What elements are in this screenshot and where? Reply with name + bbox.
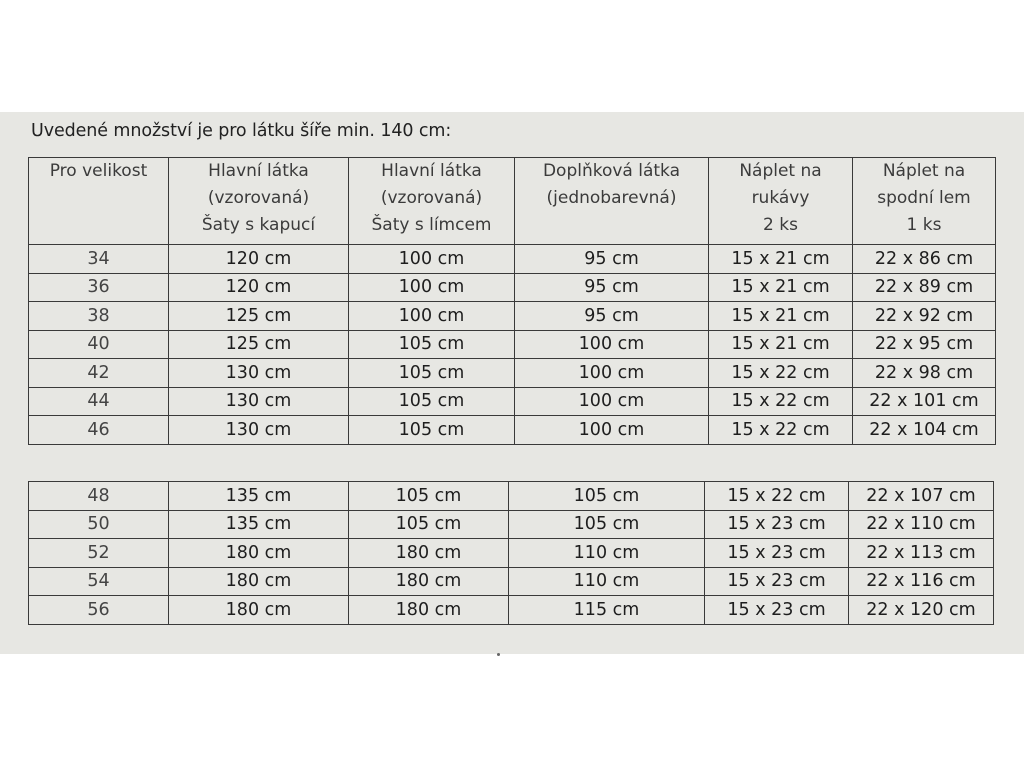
header-line: 2 ks: [763, 215, 798, 235]
accent-fabric-cell: 110 cm: [509, 539, 705, 568]
hem-band-cell: 22 x 86 cm: [853, 245, 996, 274]
main-fabric-hood-cell: 125 cm: [169, 330, 349, 359]
table-row: [29, 245, 996, 274]
size-cell: 34: [29, 245, 169, 274]
size-cell: 48: [29, 482, 169, 511]
main-fabric-collar-cell: 180 cm: [349, 596, 509, 625]
fabric-table-sizes-48-56: [28, 481, 994, 625]
header-line: Hlavní látka: [381, 161, 482, 181]
header-row: [29, 158, 996, 245]
sleeve-cuffs-cell: 15 x 22 cm: [709, 359, 853, 388]
main-fabric-hood-cell: 120 cm: [169, 273, 349, 302]
main-fabric-hood-cell: 120 cm: [169, 245, 349, 274]
hem-band-cell: 22 x 120 cm: [849, 596, 994, 625]
header-line: Hlavní látka: [208, 161, 309, 181]
header-main-fabric-hood: [169, 158, 349, 245]
header-hem-band: [853, 158, 996, 245]
header-line: (vzorovaná): [380, 188, 483, 208]
header-line: Šaty s kapucí: [201, 215, 316, 235]
main-fabric-collar-cell: 105 cm: [349, 482, 509, 511]
accent-fabric-cell: 105 cm: [509, 510, 705, 539]
main-fabric-hood-cell: 130 cm: [169, 416, 349, 445]
sleeve-cuffs-cell: 15 x 22 cm: [709, 416, 853, 445]
header-line: (vzorovaná): [207, 188, 310, 208]
header-line: rukávy: [751, 188, 810, 208]
header-line: spodní lem: [877, 188, 971, 208]
table-row: [29, 387, 996, 416]
sleeve-cuffs-cell: 15 x 23 cm: [705, 539, 849, 568]
fabric-table-body-top: [29, 245, 996, 445]
fabric-table-sizes-34-46: [28, 157, 996, 445]
accent-fabric-cell: 110 cm: [509, 567, 705, 596]
sleeve-cuffs-cell: 15 x 21 cm: [709, 330, 853, 359]
sleeve-cuffs-cell: 15 x 21 cm: [709, 302, 853, 331]
header-line: Náplet na: [882, 161, 966, 181]
header-line: Šaty s límcem: [371, 215, 492, 235]
main-fabric-collar-cell: 100 cm: [349, 245, 515, 274]
sleeve-cuffs-cell: 15 x 22 cm: [705, 482, 849, 511]
accent-fabric-cell: 95 cm: [515, 273, 709, 302]
header-sleeve-cuffs: [709, 158, 853, 245]
size-cell: 54: [29, 567, 169, 596]
sleeve-cuffs-cell: 15 x 23 cm: [705, 596, 849, 625]
main-fabric-collar-cell: 105 cm: [349, 330, 515, 359]
accent-fabric-cell: 100 cm: [515, 416, 709, 445]
fabric-width-caption: Uvedené množství je pro látku šíře min. 140 cm:: [31, 121, 452, 141]
main-fabric-collar-cell: 100 cm: [349, 302, 515, 331]
table-row: [29, 539, 994, 568]
header-line: Náplet na: [739, 161, 822, 181]
main-fabric-hood-cell: 180 cm: [169, 596, 349, 625]
main-fabric-collar-cell: 180 cm: [349, 539, 509, 568]
header-line: 1 ks: [906, 215, 942, 235]
sleeve-cuffs-cell: 15 x 23 cm: [705, 510, 849, 539]
sleeve-cuffs-cell: 15 x 21 cm: [709, 273, 853, 302]
accent-fabric-cell: 95 cm: [515, 245, 709, 274]
size-cell: 50: [29, 510, 169, 539]
header-accent-fabric: [515, 158, 709, 245]
hem-band-cell: 22 x 98 cm: [853, 359, 996, 388]
hem-band-cell: 22 x 116 cm: [849, 567, 994, 596]
sleeve-cuffs-cell: 15 x 23 cm: [705, 567, 849, 596]
hem-band-cell: 22 x 101 cm: [853, 387, 996, 416]
sleeve-cuffs-cell: 15 x 21 cm: [709, 245, 853, 274]
table-row: [29, 567, 994, 596]
hem-band-cell: 22 x 89 cm: [853, 273, 996, 302]
header-line: Doplňková látka: [542, 161, 681, 181]
header-size: [29, 158, 169, 245]
hem-band-cell: 22 x 92 cm: [853, 302, 996, 331]
table-row: [29, 330, 996, 359]
size-cell: 40: [29, 330, 169, 359]
header-line: (jednobarevná): [546, 188, 677, 208]
header-main-fabric-collar: [349, 158, 515, 245]
main-fabric-hood-cell: 130 cm: [169, 387, 349, 416]
table-row: [29, 510, 994, 539]
size-cell: 52: [29, 539, 169, 568]
main-fabric-hood-cell: 135 cm: [169, 510, 349, 539]
table-row: [29, 482, 994, 511]
main-fabric-hood-cell: 135 cm: [169, 482, 349, 511]
hem-band-cell: 22 x 95 cm: [853, 330, 996, 359]
main-fabric-hood-cell: 180 cm: [169, 567, 349, 596]
main-fabric-collar-cell: 105 cm: [349, 416, 515, 445]
main-fabric-collar-cell: 100 cm: [349, 273, 515, 302]
fabric-table-body-bottom: [29, 482, 994, 625]
size-cell: 44: [29, 387, 169, 416]
table-row: [29, 416, 996, 445]
main-fabric-collar-cell: 105 cm: [349, 359, 515, 388]
hem-band-cell: 22 x 104 cm: [853, 416, 996, 445]
hem-band-cell: 22 x 110 cm: [849, 510, 994, 539]
size-cell: 42: [29, 359, 169, 388]
accent-fabric-cell: 100 cm: [515, 330, 709, 359]
main-fabric-collar-cell: 105 cm: [349, 387, 515, 416]
size-cell: 46: [29, 416, 169, 445]
hem-band-cell: 22 x 113 cm: [849, 539, 994, 568]
header-line: Pro velikost: [49, 161, 148, 181]
main-fabric-hood-cell: 180 cm: [169, 539, 349, 568]
fabric-table-header: [29, 158, 996, 245]
main-fabric-hood-cell: 125 cm: [169, 302, 349, 331]
size-cell: 36: [29, 273, 169, 302]
accent-fabric-cell: 95 cm: [515, 302, 709, 331]
table-row: [29, 359, 996, 388]
size-cell: 56: [29, 596, 169, 625]
accent-fabric-cell: 115 cm: [509, 596, 705, 625]
table-row: [29, 596, 994, 625]
size-cell: 38: [29, 302, 169, 331]
accent-fabric-cell: 100 cm: [515, 387, 709, 416]
accent-fabric-cell: 100 cm: [515, 359, 709, 388]
sleeve-cuffs-cell: 15 x 22 cm: [709, 387, 853, 416]
main-fabric-collar-cell: 105 cm: [349, 510, 509, 539]
table-row: [29, 302, 996, 331]
main-fabric-hood-cell: 130 cm: [169, 359, 349, 388]
paper-speck: [497, 653, 500, 656]
main-fabric-collar-cell: 180 cm: [349, 567, 509, 596]
table-row: [29, 273, 996, 302]
hem-band-cell: 22 x 107 cm: [849, 482, 994, 511]
accent-fabric-cell: 105 cm: [509, 482, 705, 511]
